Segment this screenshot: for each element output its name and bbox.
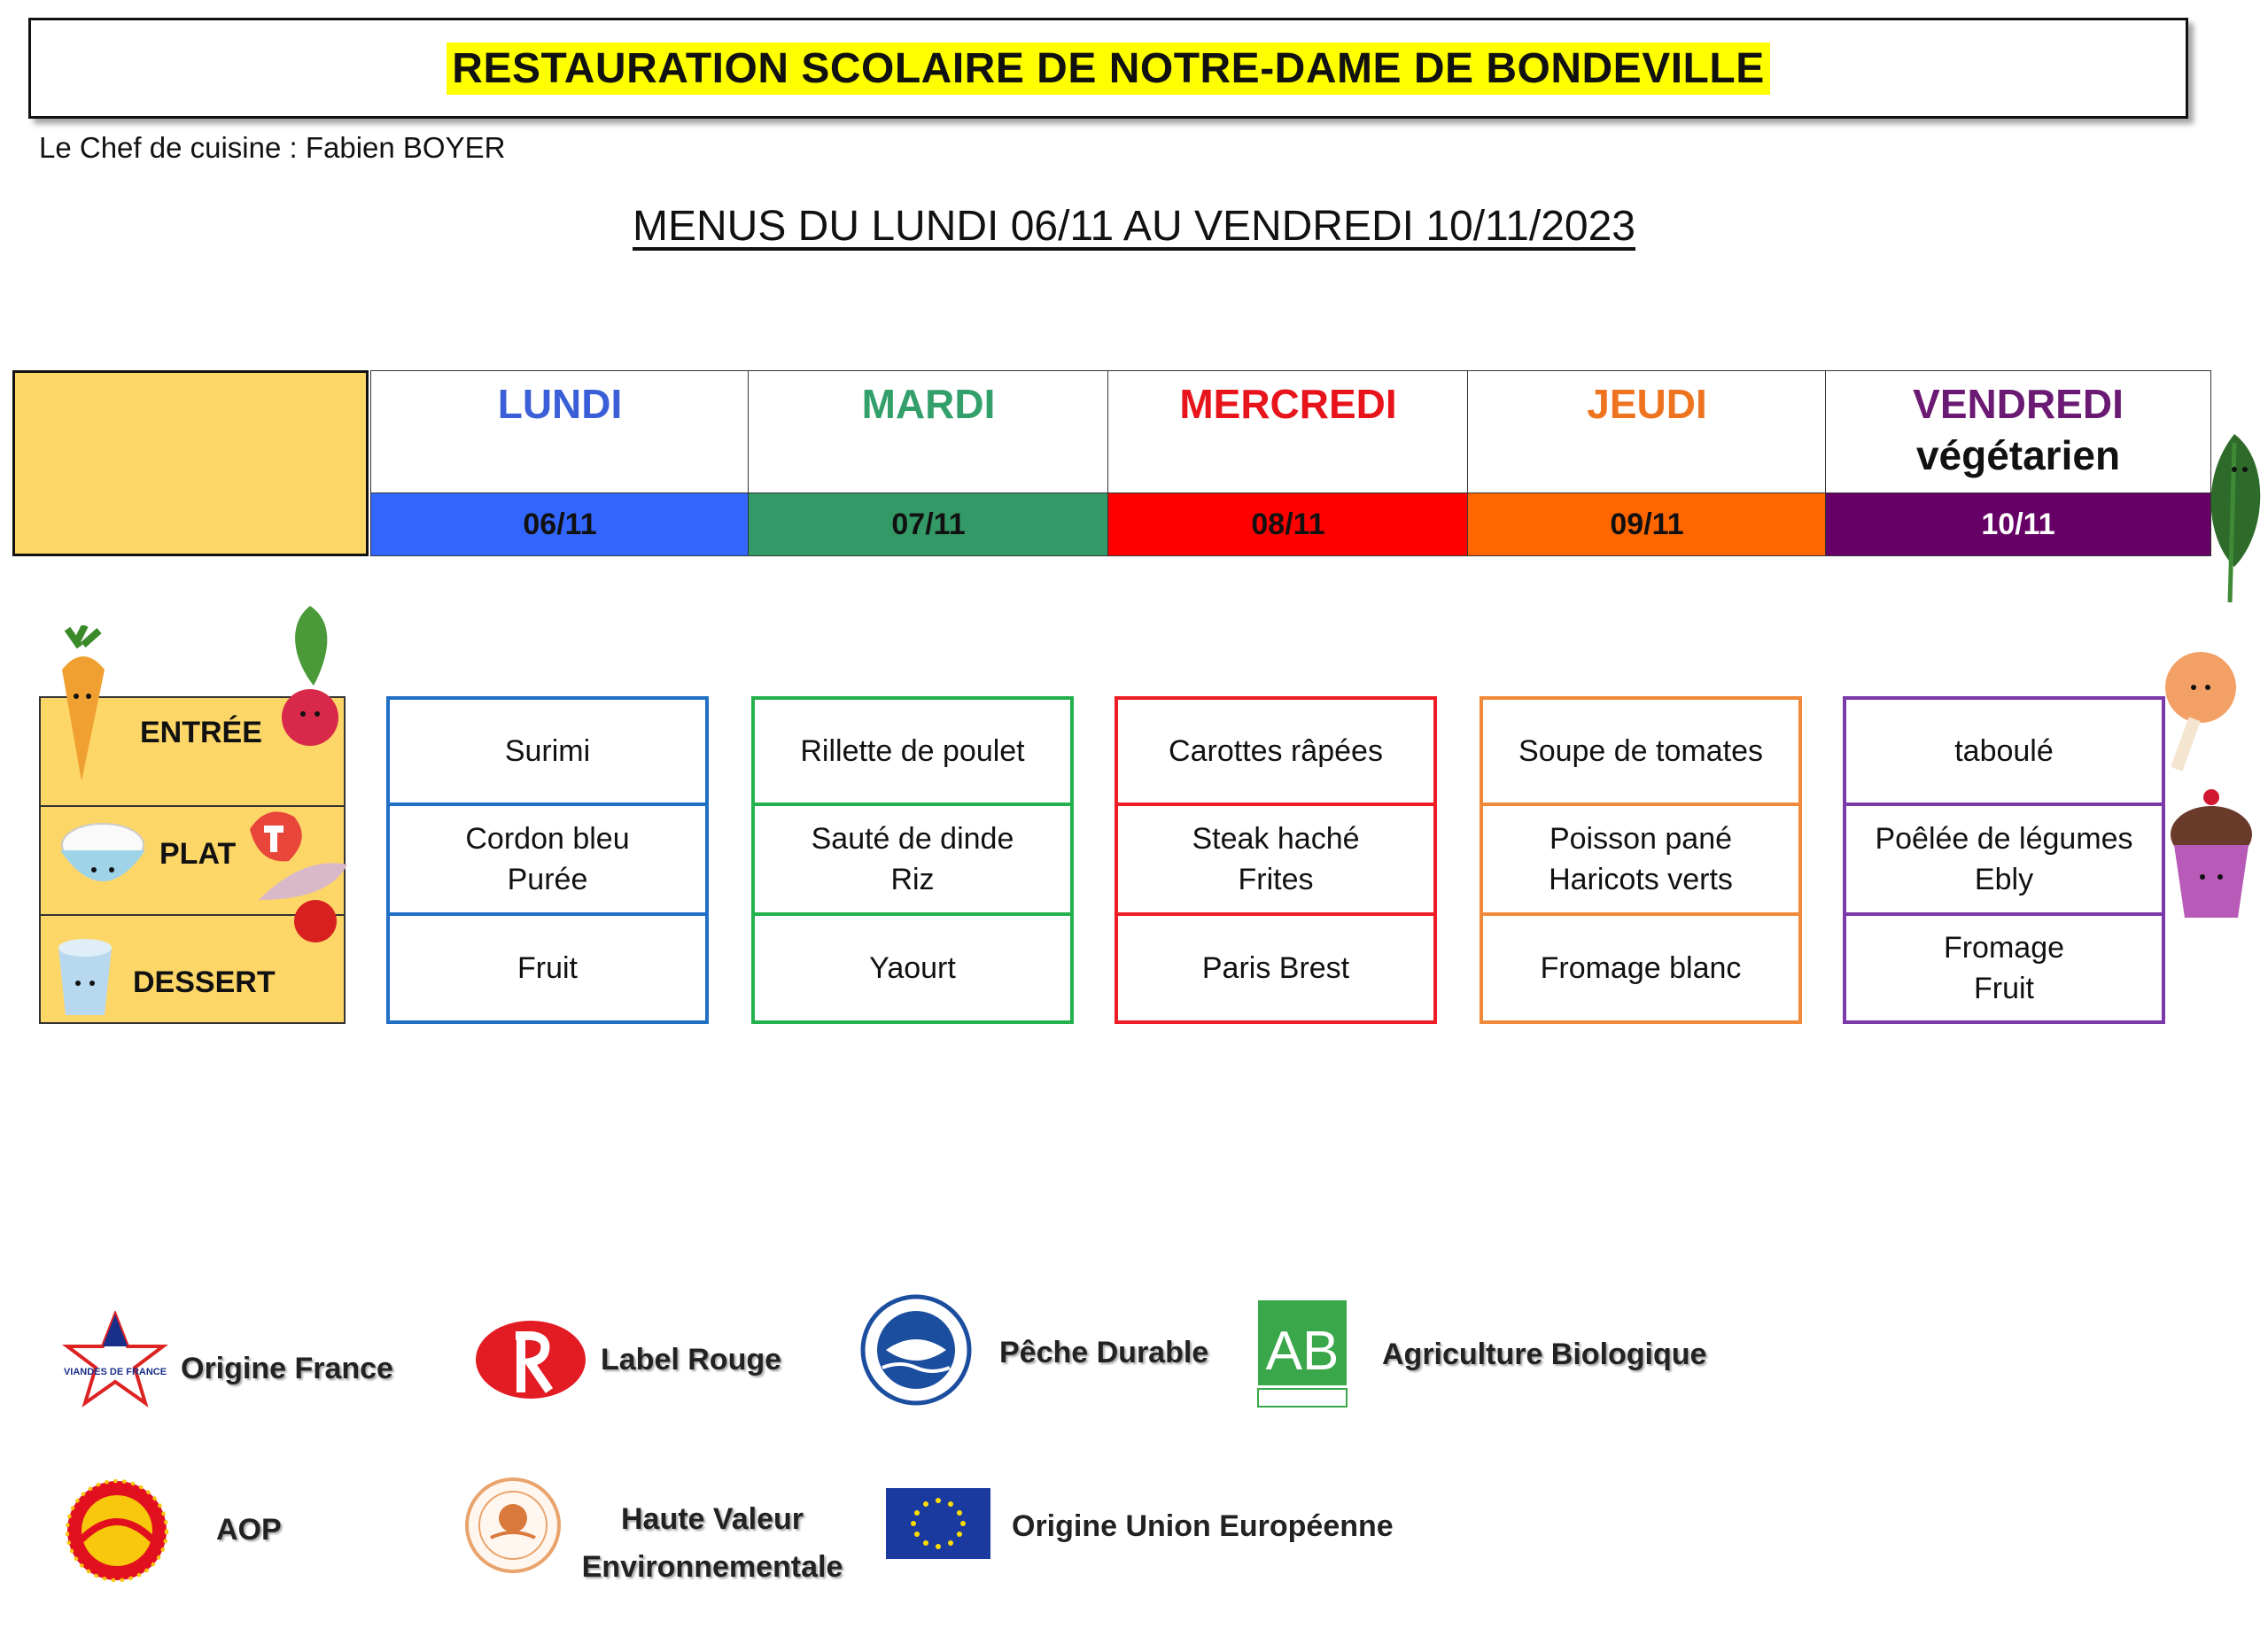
- day-header: [1467, 370, 1827, 494]
- day-date: 09/11: [1467, 492, 1827, 556]
- page-title: RESTAURATION SCOLAIRE DE NOTRE-DAME DE BONDEVILLE: [447, 43, 1769, 95]
- day-name: JEUDI: [1587, 381, 1707, 427]
- chicken-drumstick-icon: [2162, 647, 2241, 779]
- legend-hve: [579, 1495, 845, 1591]
- menu-column: [751, 696, 1074, 1024]
- peche-durable-logo-icon: [859, 1293, 973, 1407]
- menu-cell-entree: [755, 700, 1070, 806]
- category-label: DESSERT: [133, 965, 276, 999]
- chef-name: Le Chef de cuisine : Fabien BOYER: [39, 131, 506, 164]
- menu-cell-entree: [390, 700, 705, 806]
- spinach-leaf-icon: [2181, 425, 2264, 611]
- day-header: [1107, 370, 1469, 494]
- yogurt-icon: [50, 921, 120, 1019]
- header-corner-cell: [12, 370, 369, 556]
- dish-name: Frites: [1238, 863, 1314, 896]
- meat-and-fish-icon: [241, 803, 356, 944]
- dish-name: Fromage: [1943, 931, 2065, 965]
- legend-aop: AOP: [216, 1513, 282, 1547]
- menu-cell-dessert: [1118, 916, 1433, 1020]
- menu-column: [1480, 696, 1802, 1024]
- legend-peche-durable: Pêche Durable: [999, 1336, 1209, 1369]
- agriculture-biologique-logo-icon: [1254, 1297, 1350, 1410]
- menu-cell-plat: [390, 806, 705, 916]
- week-heading: MENUS DU LUNDI 06/11 AU VENDREDI 10/11/2023: [632, 203, 1635, 250]
- dish-name: Carottes râpées: [1169, 734, 1383, 768]
- title-box: [28, 18, 2188, 119]
- ab-logo-text: AB: [1265, 1321, 1340, 1382]
- day-name: MERCREDI: [1179, 381, 1397, 427]
- dish-name: Poêlée de légumes: [1875, 822, 2133, 856]
- legend-origine-ue: Origine Union Européenne: [1012, 1509, 1394, 1543]
- menu-cell-entree: [1846, 700, 2162, 806]
- day-header: [370, 370, 750, 494]
- label-rouge-logo-icon: [473, 1311, 588, 1408]
- day-date: 10/11: [1825, 492, 2211, 556]
- menu-cell-plat: [1846, 806, 2162, 916]
- menu-cell-dessert: [1483, 916, 1798, 1020]
- dish-name: Paris Brest: [1201, 951, 1350, 985]
- dish-name: Fruit: [1974, 972, 2034, 1005]
- menu-cell-entree: [1483, 700, 1798, 806]
- radish-icon: [275, 606, 346, 756]
- dish-name: Sauté de dinde: [811, 822, 1014, 856]
- dish-name: Poisson pané: [1549, 822, 1733, 856]
- legend-hve-line1: Haute Valeur: [621, 1502, 804, 1536]
- eu-flag-icon: [886, 1488, 990, 1559]
- menu-cell-entree: [1118, 700, 1433, 806]
- legend-origine-france: Origine France: [181, 1352, 393, 1385]
- dish-name: Surimi: [504, 734, 591, 768]
- menu-column: [1843, 696, 2165, 1024]
- menu-cell-dessert: [1846, 916, 2162, 1020]
- aop-logo-icon: [64, 1477, 170, 1584]
- cupcake-icon: [2167, 788, 2256, 921]
- menu-column: [1115, 696, 1437, 1024]
- day-name: VENDREDI: [1913, 381, 2124, 427]
- rice-bowl-icon: [53, 815, 152, 895]
- carrot-icon: [50, 625, 115, 785]
- hve-logo-icon: [464, 1474, 562, 1577]
- menu-cell-plat: [755, 806, 1070, 916]
- dish-name: Purée: [507, 863, 588, 896]
- dish-name: Ebly: [1974, 863, 2034, 896]
- dish-name: Fromage blanc: [1540, 951, 1742, 985]
- day-date: 08/11: [1107, 492, 1469, 556]
- dish-name: Yaourt: [869, 951, 956, 985]
- menu-cell-dessert: [755, 916, 1070, 1020]
- menu-column: [386, 696, 709, 1024]
- dish-name: Riz: [890, 863, 935, 896]
- dish-name: Fruit: [517, 951, 578, 985]
- dish-name: Soupe de tomates: [1518, 734, 1763, 768]
- day-name: MARDI: [861, 381, 996, 427]
- day-header: [1825, 370, 2211, 494]
- dish-name: Haricots verts: [1549, 863, 1733, 896]
- category-label: ENTRÉE: [140, 716, 262, 749]
- category-label: PLAT: [159, 837, 237, 871]
- menu-cell-plat: [1483, 806, 1798, 916]
- menu-cell-dessert: [390, 916, 705, 1020]
- day-subtitle: végétarien: [1915, 432, 2121, 478]
- viandes-de-france-logo-icon: [62, 1311, 168, 1408]
- legend-agriculture-biologique: Agriculture Biologique: [1382, 1338, 1707, 1371]
- legend-label-rouge: Label Rouge: [601, 1343, 782, 1376]
- viandes-logo-text: VIANDES DE FRANCE: [63, 1367, 167, 1377]
- day-date: 06/11: [370, 492, 750, 556]
- dish-name: taboulé: [1954, 734, 2054, 768]
- dish-name: Rillette de poulet: [800, 734, 1025, 768]
- day-header: [748, 370, 1109, 494]
- day-name: LUNDI: [497, 381, 623, 427]
- menu-cell-plat: [1118, 806, 1433, 916]
- legend-hve-line2: Environnementale: [581, 1550, 843, 1584]
- dish-name: Steak haché: [1192, 822, 1360, 856]
- day-date: 07/11: [748, 492, 1109, 556]
- dish-name: Cordon bleu: [465, 822, 630, 856]
